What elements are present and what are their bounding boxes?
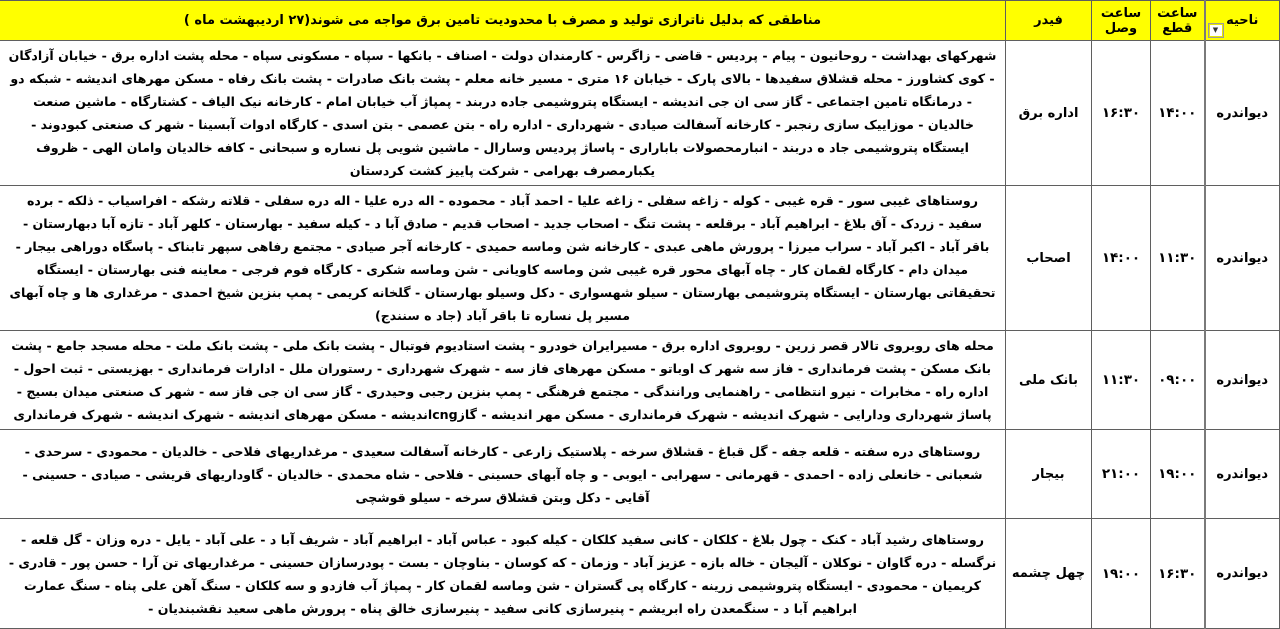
table-row xyxy=(0,331,1280,430)
reconnect-time-cell: ۱۹:۰۰ xyxy=(1092,519,1151,629)
cut-time-cell: ۱۱:۳۰ xyxy=(1151,186,1205,331)
reconnect-time-cell: ۱۱:۳۰ xyxy=(1092,331,1151,430)
areas-cell: محله های روبروی تالار قصر زرین - روبروی اداره برق - مسیرایران خودرو - پشت استادیوم فوتبال - پشت بانک ملی - پشت بانک ملت - محله مسجد جامع - پشت بانک مسکن - پشت فرمانداری - فاز سه شهر ک اوباتو - مسکن مهرهای فاز سه - شهرک شهرداری - رستوران ملل - ادارات فرمانداری - بهزیستی - ثبت احول - اداره راه - مخابرات - نیرو انتظامی - راهنمایی ورانندگی - مجتمع فرهنگی - پمپ بنزین رجبی وحیدری - گاز سی ان جی فاز سه - شهر ک صنعتی میدان بسیج - پاساژ شهرداری ودارایی - شهرک اندیشه - شهرک فرمانداری - مسکن مهر اندیشه - گازcngاندیشه - مسکن مهرهای اندیشه - شهرک اندیشه - شهرک فرمانداری xyxy=(0,331,1006,430)
feeder-cell: اداره برق xyxy=(1006,41,1092,186)
table-row xyxy=(0,186,1280,331)
district-cell: دیواندره xyxy=(1205,186,1280,331)
cut-time-cell: ۱۹:۰۰ xyxy=(1151,430,1205,519)
cut-time-cell: ۱۴:۰۰ xyxy=(1151,41,1205,186)
header-feeder: فیدر xyxy=(1006,1,1092,41)
table-row xyxy=(0,519,1280,629)
feeder-cell: بانک ملی xyxy=(1006,331,1092,430)
reconnect-time-cell: ۱۶:۳۰ xyxy=(1092,41,1151,186)
reconnect-time-cell: ۲۱:۰۰ xyxy=(1092,430,1151,519)
areas-cell: روستاهای دره سفته - قلعه جفه - گل قباغ - قشلاق سرخه - پلاستیک زارعی - کارخانه آسفالت سعیدی - مرغداریهای فلاحی - خالدیان - محمودی - سرحدی - شعبانی - خانعلی زاده - احمدی - قهرمانی - سهرابی - ایوبی - و چاه آبهای حسینی - فلاحی - شاه محمدی - خالدیان - گاوداریهای قریشی - صیادی - حسینی - آقایی - دکل وبتن قشلاق سرخه - سیلو قوشچی xyxy=(0,430,1006,519)
table-row xyxy=(0,41,1280,186)
feeder-cell: چهل چشمه xyxy=(1006,519,1092,629)
feeder-cell: بیجار xyxy=(1006,430,1092,519)
cut-time-cell: ۱۶:۳۰ xyxy=(1151,519,1205,629)
header-cut-time: ساعت قطع xyxy=(1151,1,1205,41)
autofilter-icon[interactable]: ▼ xyxy=(1208,23,1224,38)
district-cell: دیواندره xyxy=(1205,41,1280,186)
areas-cell: روستاهای غیبی سور - قره غیبی - کوله - زاغه سفلی - زاغه علیا - احمد آباد - محموده - اله دره علیا - اله دره سفلی - قلاته رشکه - افراسیاب - ذلکه - برده سفید - زردک - آق بلاغ - ابراهیم آباد - برقلعه - پشت تنگ - اصحاب جدید - اصحاب قدیم - صادق آبا د - کیله سفید - بهارستان - کلهر آباد - تازه آبا دبهارستان - باقر آباد - اکبر آباد - سراب میرزا - پرورش ماهی عبدی - کارخانه شن وماسه حمیدی - کارخانه آجر صیادی - مجتمع رفاهی سپهر تابناک - پاسگاه دوراهی بیجار - میدان دام - کارگاه لقمان کار - چاه آبهای محور قره غیبی شن وماسه کاویانی - شن وماسه شکری - کارگاه فوم فرجی - معاینه فنی بهارستان - ایستگاه تحقیقاتی بهارستان - ایستگاه پتروشیمی بهارستان - سیلو شهسواری - دکل وسیلو بهارستان - گلخانه کریمی - پمپ بنزین شیخ احمدی - مرغداری ها و چاه آبهای مسیر پل نساره تا باقر آباد (جاد ه سنندج) xyxy=(0,186,1006,331)
header-district xyxy=(1205,1,1280,41)
header-district-label: ناحیه xyxy=(1226,13,1259,28)
district-cell: دیواندره xyxy=(1205,519,1280,629)
reconnect-time-cell: ۱۴:۰۰ xyxy=(1092,186,1151,331)
areas-cell: روستاهای رشید آباد - کنک - چول بلاغ - کلکان - کانی سفید کلکان - کیله کبود - عباس آباد - ابراهیم آباد - شریف آبا د - علی آباد - یایل - دره وزان - گل قلعه - نرگسله - دره گاوان - نوکلان - آلیجان - خاله بازه - عزیز آباد - وزمان - که کوسان - بناوچان - بست - پودرسازان حسینی - مرغداریهای تن آرا - حسن پور - قادری - کریمیان - محمودی - ایستگاه پتروشیمی زرینه - کارگاه پی گستران - شن وماسه لقمان کار - پمپاژ آب فازدو و سه کلکان - سنگ آهن علی پناه - سنگ عمارت ابراهیم آبا د - سنگمعدن راه ابریشم - پنیرسازی کانی سفید - پنیرسازی خالق پناه - پرورش ماهی سعید نقشبندیان - xyxy=(0,519,1006,629)
cut-time-cell: ۰۹:۰۰ xyxy=(1151,331,1205,430)
page-title: مناطقی که بدلیل ناترازی تولید و مصرف با محدودیت تامین برق مواجه می شوند(۲۷ اردیبهشت ماه ) xyxy=(0,1,1006,41)
table-row xyxy=(0,430,1280,519)
feeder-cell: اصحاب xyxy=(1006,186,1092,331)
areas-cell: شهرکهای بهداشت - روحانیون - پیام - پردیس - قاضی - زاگرس - کارمندان دولت - اصناف - بانکها - سپاه - مسکونی سپاه - محله پشت اداره برق - خیابان آزادگان - کوی کشاورز - محله قشلاق سفیدها - بالای پارک - خیابان ۱۶ متری - مسیر خانه معلم - پشت بانک صادرات - پشت بانک رفاه - مسکن مهرهای اندیشه - شبکه دو - درمانگاه تامین اجتماعی - گاز سی ان جی اندیشه - ایستگاه پتروشیمی جاده دربند - پمپاژ آب خیابان امام - کارخانه نیک الیاف - کشتارگاه - ماشین صنعت خالدیان - موزاییک سازی رنجبر - کارخانه آسفالت صیادی - شهرداری - اداره راه - بتن عصمی - بتن اسدی - کارگاه ادوات آبسینا - شهر ک صنعتی کبودوند - ایستگاه پتروشیمی جاد ه دربند - انبارمحصولات باباراری - پاساژ پردیس وسارال - ماشین شویی پل نساره و سبحانی - کافه خالدیان وامان الهی - ظروف یکبارمصرف بهرامی - شرکت پاییز کشت کردستان xyxy=(0,41,1006,186)
district-cell: دیواندره xyxy=(1205,430,1280,519)
district-cell: دیواندره xyxy=(1205,331,1280,430)
header-reconnect-time: ساعت وصل xyxy=(1092,1,1151,41)
table-header-row xyxy=(0,1,1280,41)
